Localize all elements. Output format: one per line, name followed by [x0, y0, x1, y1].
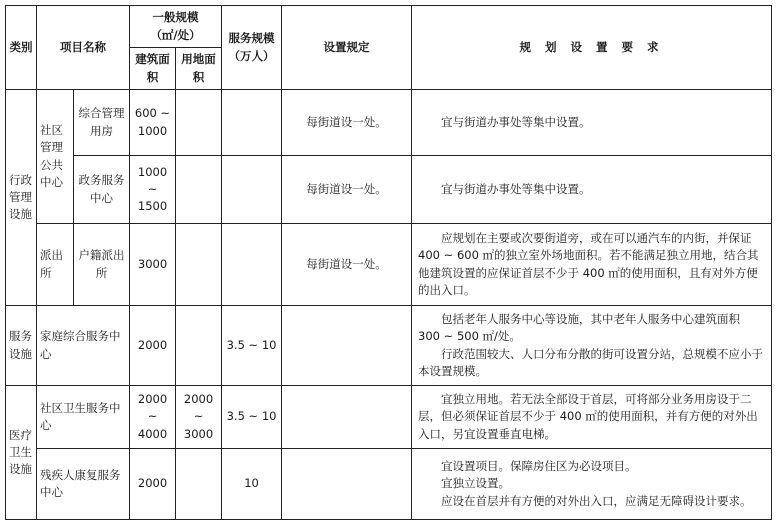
building-area: 1000 ~ 1500 — [130, 156, 176, 224]
requirement-text: 应设在首层并有方便的对外出入口，应满足无障碍设计要求。 — [441, 493, 752, 508]
requirement-text: 宜独立设置。 — [441, 476, 511, 491]
requirement-text: 行政范围较大、人口分布分散的街可设置分站，总规模不应小于本设置规模。 — [418, 346, 764, 378]
land-area — [176, 156, 222, 224]
service-scale: 10 — [222, 449, 282, 520]
requirement-text: 宜与街道办事处等集中设置。 — [441, 114, 591, 129]
service-scale — [222, 224, 282, 306]
group-admin: 行政管理设施 — [6, 90, 37, 306]
service-scale — [222, 90, 282, 156]
header-scale-unit: （㎡/处） — [150, 27, 201, 42]
header-building-area: 建筑面积 — [130, 48, 176, 90]
header-scale-general — [130, 6, 222, 48]
table-row — [6, 156, 772, 224]
setting-rule — [282, 449, 412, 520]
setting-rule: 每街道设一处。 — [282, 156, 412, 224]
item-name: 社区卫生服务中心 — [37, 386, 130, 449]
requirement-text: 宜独立用地。若无法全部设于首层，可将部分业务用房设于二层，但必须保证首层不少于 400 ㎡的使用面积，并有方便的对外出入口，另宜设置垂直电梯。 — [418, 392, 758, 441]
building-area: 3000 — [130, 224, 176, 306]
service-scale — [222, 156, 282, 224]
planning-requirement — [412, 156, 772, 224]
planning-requirement — [412, 224, 772, 306]
table-row — [6, 386, 772, 449]
planning-requirement — [412, 306, 772, 386]
item-name: 家庭综合服务中心 — [37, 306, 130, 386]
requirement-text: 包括老年人服务中心等设施，其中老年人服务中心建筑面积 300 ~ 500 ㎡/处。 — [418, 312, 741, 344]
land-area: 2000 ~ 3000 — [176, 386, 222, 449]
building-area: 600 ~ 1000 — [130, 90, 176, 156]
item-name: 综合管理用房 — [74, 90, 130, 156]
building-area: 2000 — [130, 449, 176, 520]
item-name: 残疾人康复服务中心 — [37, 449, 130, 520]
land-area — [176, 449, 222, 520]
building-area: 2000 — [130, 306, 176, 386]
setting-rule — [282, 306, 412, 386]
header-service-scale: 服务规模（万人） — [222, 6, 282, 90]
header-category: 类别 — [6, 6, 37, 90]
group-medical: 医疗卫生设施 — [6, 386, 37, 520]
land-area — [176, 306, 222, 386]
planning-requirement — [412, 90, 772, 156]
service-scale: 3.5 ~ 10 — [222, 386, 282, 449]
requirement-text: 宜设置项目。保障房住区为必设项目。 — [441, 459, 637, 474]
planning-requirement — [412, 449, 772, 520]
requirement-text: 宜与街道办事处等集中设置。 — [441, 181, 591, 196]
land-area — [176, 90, 222, 156]
header-row — [6, 6, 772, 48]
group-service: 服务设施 — [6, 306, 37, 386]
item-name: 户籍派出所 — [74, 224, 130, 306]
setting-rule — [282, 386, 412, 449]
table-row — [6, 306, 772, 386]
service-scale: 3.5 ~ 10 — [222, 306, 282, 386]
header-item-name: 项目名称 — [37, 6, 130, 90]
header-planning-requirement: 规 划 设 置 要 求 — [412, 6, 772, 90]
facility-planning-table — [5, 5, 772, 520]
item-name: 政务服务中心 — [74, 156, 130, 224]
setting-rule: 每街道设一处。 — [282, 224, 412, 306]
table-row — [6, 90, 772, 156]
planning-requirement — [412, 386, 772, 449]
subgroup-community-center: 社区管理公共中心 — [37, 90, 74, 224]
land-area — [176, 224, 222, 306]
requirement-text: 应规划在主要或次要街道旁，或在可以通汽车的内街，并保证 400 ~ 600 ㎡的独立室外场地面积。若不能满足独立用地，结合其他建筑设置的应保证首层不少于 400 ㎡的使用面积，且有对外方便的出入口。 — [418, 231, 759, 297]
table-row — [6, 449, 772, 520]
setting-rule: 每街道设一处。 — [282, 90, 412, 156]
subgroup-police: 派出所 — [37, 224, 74, 306]
header-setting-rule: 设置规定 — [282, 6, 412, 90]
table-row — [6, 224, 772, 306]
building-area: 2000 ~ 4000 — [130, 386, 176, 449]
header-land-area: 用地面积 — [176, 48, 222, 90]
header-scale-title: 一般规模 — [152, 10, 199, 25]
